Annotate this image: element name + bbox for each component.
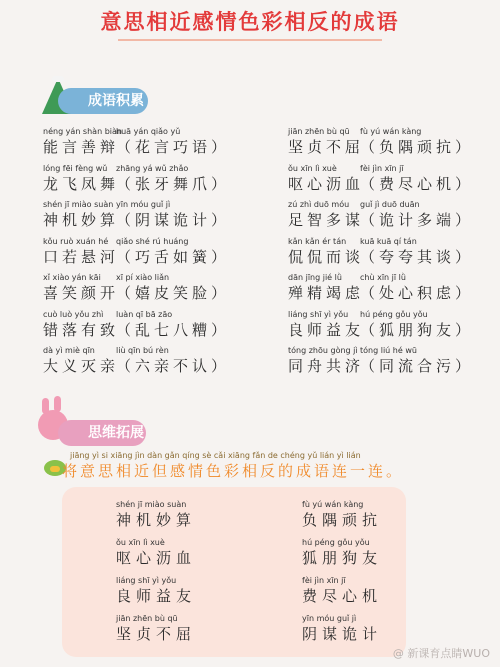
idiom-pinyin: kǎn kǎn ér tán	[288, 236, 347, 246]
idiom-pinyin: fèi jìn xīn jī	[360, 163, 404, 173]
idiom-hanzi: 同舟共济	[288, 357, 365, 375]
idiom-row	[288, 164, 364, 194]
idiom-row	[43, 200, 119, 230]
idiom-row	[360, 310, 474, 340]
idiom-hanzi: 大义灭亲	[43, 357, 120, 375]
idiom-hanzi: 错落有致	[43, 320, 120, 339]
idiom-pinyin: cuò luò yǒu zhì	[43, 309, 104, 319]
match-pinyin: shén jī miào suàn	[116, 500, 187, 509]
idiom-pinyin: zú zhì duō móu	[288, 200, 350, 209]
idiom-pinyin: yīn móu guǐ jì	[116, 200, 171, 209]
idiom-row	[43, 346, 119, 376]
idiom-hanzi: （六亲不认）	[116, 357, 231, 375]
idiom-hanzi: 侃侃而谈	[288, 247, 365, 266]
idiom-hanzi: （夸夸其谈）	[360, 247, 475, 266]
idiom-pinyin: fù yú wán kàng	[360, 127, 422, 136]
idiom-row	[288, 127, 364, 157]
match-pinyin: jiān zhēn bù qū	[116, 614, 178, 623]
idiom-pinyin: tóng zhōu gòng jì	[288, 346, 358, 355]
idiom-pinyin: kuā kuā qí tán	[360, 236, 417, 246]
match-hanzi: 良师益友	[116, 587, 197, 605]
idiom-hanzi: （狐朋狗友）	[360, 320, 475, 339]
match-idiom	[116, 614, 196, 644]
bunny-ear-icon	[42, 398, 49, 414]
match-hanzi: 阴谋诡计	[302, 625, 383, 643]
match-hanzi: 费尽心机	[302, 587, 383, 605]
idiom-row	[360, 127, 474, 157]
match-idiom	[116, 500, 196, 530]
idiom-row	[116, 127, 230, 157]
match-pinyin: yīn móu guǐ jì	[302, 614, 357, 623]
idiom-row	[360, 273, 474, 303]
idiom-hanzi: （嬉皮笑脸）	[116, 284, 231, 302]
idiom-pinyin: hú péng gǒu yǒu	[360, 309, 428, 319]
idiom-row	[288, 237, 364, 267]
idiom-row	[116, 237, 230, 267]
idiom-hanzi: 喜笑颜开	[43, 284, 120, 302]
idiom-hanzi: （花言巧语）	[116, 138, 231, 156]
idiom-hanzi: （同流合污）	[360, 357, 475, 375]
idiom-hanzi: 殚精竭虑	[288, 284, 365, 302]
idiom-hanzi: 坚贞不屈	[288, 138, 365, 156]
match-pinyin: hú péng gǒu yǒu	[302, 538, 370, 547]
idiom-pinyin: xǐ xiào yán kāi	[43, 273, 101, 282]
idiom-pinyin: kǒu ruò xuán hé	[43, 236, 109, 246]
idiom-pinyin: liù qīn bú rèn	[116, 346, 169, 355]
match-pinyin: ǒu xīn lì xuè	[116, 538, 165, 547]
idiom-pinyin: guǐ jì duō duān	[360, 200, 420, 209]
idiom-row	[43, 310, 119, 340]
idiom-pinyin: tóng liú hé wū	[360, 346, 417, 355]
idiom-row	[360, 200, 474, 230]
idiom-pinyin: xī pí xiào liǎn	[116, 273, 170, 282]
match-idiom	[302, 500, 382, 530]
idiom-row	[360, 164, 474, 194]
idiom-pinyin: luàn qī bā zāo	[116, 309, 173, 319]
match-hanzi: 坚贞不屈	[116, 625, 197, 643]
idiom-row	[116, 273, 230, 303]
idiom-row	[116, 200, 230, 230]
idiom-pinyin: dà yì miè qīn	[43, 346, 95, 355]
idiom-row	[116, 346, 230, 376]
idiom-hanzi: （乱七八糟）	[116, 320, 231, 339]
match-idiom	[302, 614, 382, 644]
idiom-row	[288, 346, 364, 376]
idiom-hanzi: （负隅顽抗）	[360, 138, 475, 156]
match-hanzi: 狐朋狗友	[302, 549, 383, 567]
idiom-row	[360, 237, 474, 267]
idiom-hanzi: 口若悬河	[43, 247, 120, 266]
section-banner-extend: 思维拓展	[58, 420, 146, 446]
match-pinyin: liáng shī yì yǒu	[116, 576, 177, 585]
idiom-row	[43, 164, 119, 194]
section-banner-accumulate: 成语积累	[58, 88, 148, 114]
idiom-hanzi: 神机妙算	[43, 211, 120, 229]
title-underline	[118, 39, 382, 41]
match-hanzi: 呕心沥血	[116, 549, 197, 567]
bunny-ear-icon	[54, 396, 61, 412]
idiom-pinyin: zhāng yá wǔ zhǎo	[116, 163, 189, 173]
idiom-pinyin: lóng fēi fèng wǔ	[43, 163, 108, 173]
idiom-pinyin: néng yán shàn biàn	[43, 127, 122, 136]
match-idiom	[116, 538, 196, 568]
idiom-hanzi: 良师益友	[288, 320, 365, 339]
watermark: @ 新课育点睛WUO	[392, 647, 490, 660]
idiom-pinyin: qiǎo shé rú huáng	[116, 236, 189, 246]
idiom-pinyin: liáng shī yì yǒu	[288, 309, 349, 319]
idiom-pinyin: shén jī miào suàn	[43, 200, 114, 209]
idiom-row	[116, 164, 230, 194]
bird-wing-icon	[50, 466, 60, 472]
match-pinyin: fèi jìn xīn jī	[302, 576, 346, 585]
idiom-hanzi: （处心积虑）	[360, 284, 475, 302]
match-hanzi: 神机妙算	[116, 511, 197, 529]
idiom-pinyin: jiān zhēn bù qū	[288, 127, 350, 136]
idiom-row	[288, 273, 364, 303]
idiom-row	[116, 310, 230, 340]
instruction-pinyin: jiāng yì si xiāng jìn dàn gǎn qíng sè cǎi xiāng fǎn de chéng yǔ lián yì lián	[70, 451, 361, 460]
idiom-hanzi: （诡计多端）	[360, 211, 475, 229]
idiom-row	[43, 127, 122, 157]
idiom-hanzi: 能言善辩	[43, 138, 120, 156]
idiom-hanzi: 龙飞凤舞	[43, 174, 120, 193]
tree-snow-icon	[52, 76, 64, 82]
instruction: 将意思相近但感情色彩相反的成语连一连。	[62, 462, 405, 480]
idiom-hanzi: 呕心沥血	[288, 174, 365, 193]
idiom-row	[43, 273, 119, 303]
idiom-pinyin: ǒu xīn lì xuè	[288, 163, 337, 173]
page-title: 意思相近感情色彩相反的成语	[100, 10, 400, 34]
idiom-hanzi: （阴谋诡计）	[116, 211, 231, 229]
idiom-row	[360, 346, 474, 376]
match-idiom	[116, 576, 196, 606]
match-pinyin: fù yú wán kàng	[302, 500, 364, 509]
idiom-pinyin: huā yán qiǎo yǔ	[116, 127, 181, 136]
idiom-row	[43, 237, 119, 267]
idiom-pinyin: chù xīn jī lǜ	[360, 273, 406, 282]
match-hanzi: 负隅顽抗	[302, 511, 383, 529]
idiom-hanzi: （费尽心机）	[360, 174, 475, 193]
idiom-row	[288, 200, 364, 230]
idiom-hanzi: （张牙舞爪）	[116, 174, 231, 193]
match-idiom	[302, 538, 382, 568]
idiom-row	[288, 310, 364, 340]
idiom-hanzi: （巧舌如簧）	[116, 247, 231, 266]
match-idiom	[302, 576, 382, 606]
idiom-hanzi: 足智多谋	[288, 211, 365, 229]
idiom-pinyin: dān jīng jié lǜ	[288, 273, 342, 282]
